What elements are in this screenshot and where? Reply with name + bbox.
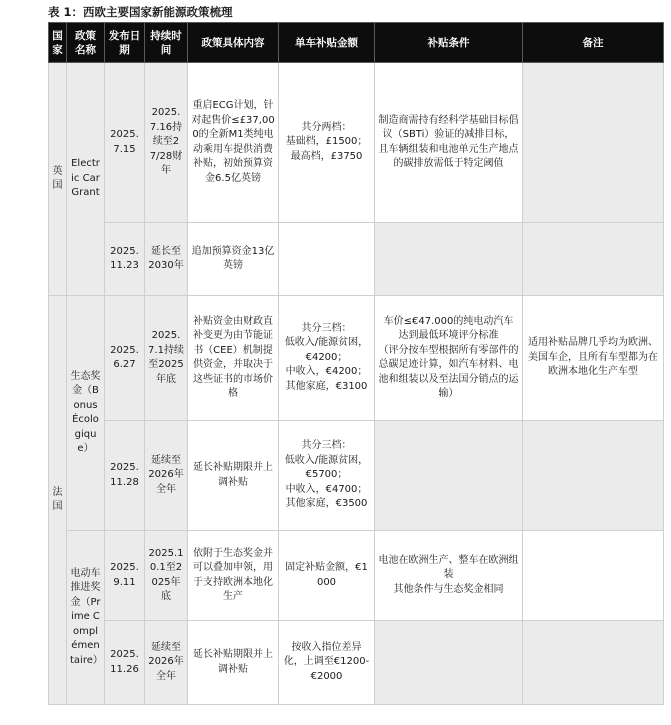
policy-cell-eco: 生态奖金（Bonus Écologique） — [67, 296, 105, 531]
note-cell — [523, 531, 664, 621]
amount-cell: 共分三档： 低收入/能源贫困，€4200； 中收入，€4200； 其他家庭，€3100 — [284, 322, 369, 392]
condition-cell — [375, 223, 523, 296]
condition-cell — [375, 421, 523, 531]
header-content: 政策具体内容 — [188, 23, 279, 63]
content-cell: 追加预算资金13亿英镑 — [188, 223, 279, 296]
duration-cell: 延续至2026年全年 — [145, 421, 188, 531]
duration-cell: 2025.10.1至2025年底 — [145, 531, 188, 621]
header-policy-name: 政策名称 — [67, 23, 105, 63]
date-cell: 2025.11.28 — [105, 421, 145, 531]
table-caption: 表 1：西欧主要国家新能源政策梳理 — [48, 5, 233, 19]
amount-cell: 固定补贴金额，€1000 — [279, 531, 375, 621]
condition-cell: 制造商需持有经科学基础目标倡议（SBTi）验证的减排目标，且车辆组装和电池单元生产地点的碳排放需低于特定阈值 — [375, 63, 523, 223]
table-row — [49, 421, 664, 531]
duration-cell: 延长至2030年 — [145, 223, 188, 296]
amount-cell: 按收入指位差异化，上调至€1200-€2000 — [279, 621, 375, 705]
note-cell — [523, 621, 664, 705]
date-cell: 2025.7.15 — [105, 63, 145, 223]
table-row — [49, 63, 664, 223]
header-row — [49, 23, 664, 63]
header-release-date: 发布日期 — [105, 23, 145, 63]
policy-table — [48, 22, 664, 705]
note-cell — [523, 223, 664, 296]
note-cell: 适用补贴品牌几乎均为欧洲、美国车企，且所有车型都为在欧洲本地化生产车型 — [523, 296, 664, 421]
content-cell: 延长补贴期限并上调补贴 — [188, 421, 279, 531]
amount-cell: 共分三档： 低收入/能源贫困，€5700； 中收入，€4700； 其他家庭，€3500 — [284, 440, 369, 510]
date-cell: 2025.6.27 — [105, 296, 145, 421]
header-duration: 持续时间 — [145, 23, 188, 63]
policy-cell-prime: 电动车推进奖金（Prime Complémentaire） — [67, 531, 105, 705]
content-cell: 延长补贴期限并上调补贴 — [188, 621, 279, 705]
duration-cell: 2025.7.16持续至27/28财年 — [145, 63, 188, 223]
note-cell — [523, 63, 664, 223]
header-conditions: 补贴条件 — [375, 23, 523, 63]
content-cell: 依附于生态奖金并可以叠加申领，用于支持欧洲本地化生产 — [188, 531, 279, 621]
table-row — [49, 296, 664, 421]
condition-cell — [375, 621, 523, 705]
amount-cell — [279, 223, 375, 296]
country-cell-uk: 英国 — [49, 63, 67, 296]
date-cell: 2025.11.23 — [105, 223, 145, 296]
condition-cell: 电池在欧洲生产、整车在欧洲组装 其他条件与生态奖金相同 — [378, 554, 519, 595]
content-cell: 重启ECG计划，针对起售价≤£37,000的全新M1类纯电动乘用车提供消费补贴，初始预算资金6.5亿英镑 — [188, 63, 279, 223]
table-row — [49, 223, 664, 296]
date-cell: 2025.9.11 — [105, 531, 145, 621]
header-subsidy-amount: 单车补贴金额 — [279, 23, 375, 63]
content-cell: 补贴资金由财政直补变更为由节能证书（CEE）机制提供资金，并取决于这些证书的市场价格 — [188, 296, 279, 421]
note-cell — [523, 421, 664, 531]
header-notes: 备注 — [523, 23, 664, 63]
date-cell: 2025.11.26 — [105, 621, 145, 705]
policy-cell-ecg: Electric Car Grant — [67, 63, 105, 296]
header-country: 国家 — [49, 23, 67, 63]
duration-cell: 延续至2026年全年 — [145, 621, 188, 705]
condition-cell: 车价≤€47.000的纯电动汽车 达到最低环境评分标准 （评分按车型根据所有零部件的总碳足迹计算，如汽车材料、电池和组装以及至法国分销点的运输） — [378, 315, 519, 399]
table-row — [49, 621, 664, 705]
duration-cell: 2025.7.1持续至2025年底 — [145, 296, 188, 421]
table-row — [49, 531, 664, 621]
country-cell-fr: 法国 — [49, 296, 67, 705]
amount-cell: 共分两档： 基础档，£1500； 最高档，£3750 — [285, 121, 368, 162]
